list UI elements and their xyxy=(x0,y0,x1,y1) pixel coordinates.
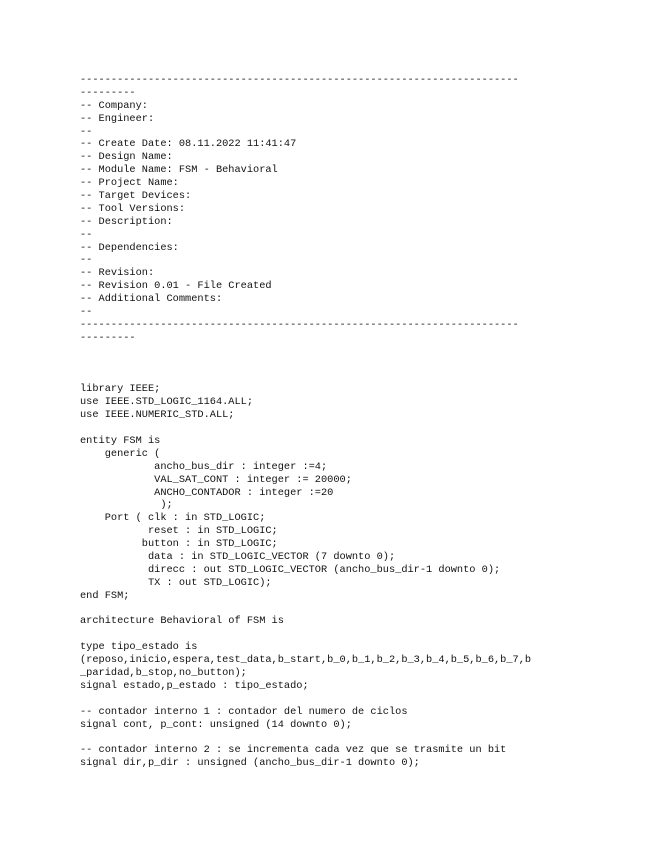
code-line: generic ( xyxy=(80,447,161,460)
code-line: -- Design Name: xyxy=(80,151,173,164)
code-line: library IEEE; xyxy=(80,383,161,396)
code-line: architecture Behavioral of FSM is xyxy=(80,615,284,628)
code-line: use IEEE.NUMERIC_STD.ALL; xyxy=(80,409,235,422)
code-line: -- Company: xyxy=(80,99,148,112)
code-line: entity FSM is xyxy=(80,434,161,447)
code-line: -- Revision 0.01 - File Created xyxy=(80,280,272,293)
code-listing xyxy=(80,74,580,770)
code-line xyxy=(80,731,580,744)
code-line: ----------------------------------------------------------------------- xyxy=(80,318,519,331)
code-line xyxy=(80,422,580,435)
code-line: --------- xyxy=(80,331,136,344)
code-line: signal cont, p_cont: unsigned (14 downto 0); xyxy=(80,718,352,731)
code-line: -- xyxy=(80,306,93,319)
code-line: Port ( clk : in STD_LOGIC; xyxy=(80,512,266,525)
code-line xyxy=(80,358,580,371)
code-line: -- Create Date: 08.11.2022 11:41:47 xyxy=(80,138,297,151)
code-line: -- Project Name: xyxy=(80,177,179,190)
code-line: direcc : out STD_LOGIC_VECTOR (ancho_bus_dir-1 downto 0); xyxy=(80,563,501,576)
code-line xyxy=(80,370,580,383)
code-line: -- contador interno 1 : contador del numero de ciclos xyxy=(80,705,408,718)
code-line: ----------------------------------------------------------------------- xyxy=(80,74,519,86)
code-line: -- Module Name: FSM - Behavioral xyxy=(80,164,278,177)
code-line: signal estado,p_estado : tipo_estado; xyxy=(80,679,309,692)
code-line: ); xyxy=(80,499,173,512)
code-line: -- xyxy=(80,228,93,241)
code-line: -- Target Devices: xyxy=(80,190,192,203)
code-line xyxy=(80,693,580,706)
code-line: -- Revision: xyxy=(80,267,155,280)
code-line: -- xyxy=(80,125,93,138)
code-line: VAL_SAT_CONT : integer := 20000; xyxy=(80,473,352,486)
code-line: data : in STD_LOGIC_VECTOR (7 downto 0); xyxy=(80,550,396,563)
code-line: type tipo_estado is xyxy=(80,641,198,654)
code-line xyxy=(80,628,580,641)
code-line: reset : in STD_LOGIC; xyxy=(80,525,278,538)
code-line: -- Tool Versions: xyxy=(80,202,186,215)
code-line xyxy=(80,345,580,358)
code-line: -- Description: xyxy=(80,215,173,228)
code-line: _paridad,b_stop,no_button); xyxy=(80,666,247,679)
code-line: button : in STD_LOGIC; xyxy=(80,538,278,551)
code-line: (reposo,inicio,espera,test_data,b_start,b_0,b_1,b_2,b_3,b_4,b_5,b_6,b_7,b xyxy=(80,654,532,667)
code-line: use IEEE.STD_LOGIC_1164.ALL; xyxy=(80,396,254,409)
code-line: signal dir,p_dir : unsigned (ancho_bus_dir-1 downto 0); xyxy=(80,757,420,770)
code-line: ANCHO_CONTADOR : integer :=20 xyxy=(80,486,334,499)
code-line: -- contador interno 2 : se incrementa cada vez que se trasmite un bit xyxy=(80,744,507,757)
code-line: TX : out STD_LOGIC); xyxy=(80,576,272,589)
code-line: -- Dependencies: xyxy=(80,241,179,254)
code-line xyxy=(80,603,580,616)
code-line: -- xyxy=(80,254,93,267)
code-line: end FSM; xyxy=(80,589,130,602)
code-line: --------- xyxy=(80,86,136,99)
code-line: ancho_bus_dir : integer :=4; xyxy=(80,460,328,473)
code-line: -- Additional Comments: xyxy=(80,293,223,306)
code-line: -- Engineer: xyxy=(80,112,155,125)
